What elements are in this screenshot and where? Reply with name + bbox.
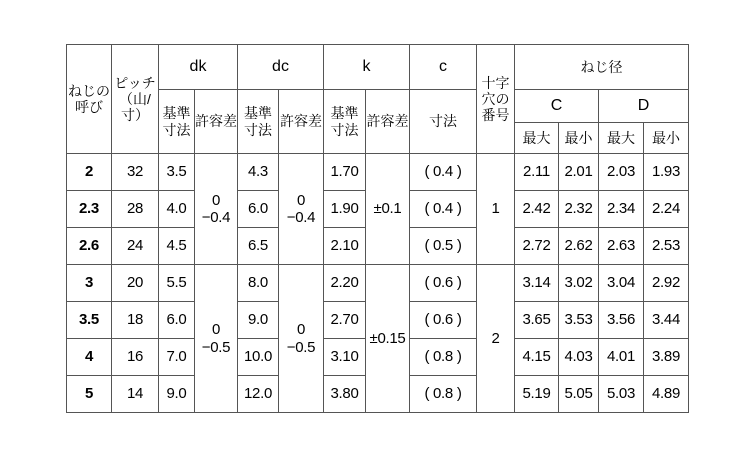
cell-dk-tolerance-group-b	[195, 265, 238, 413]
header-dc: dc	[238, 45, 324, 90]
cell-k: 1.90	[324, 191, 366, 228]
cell-size: 4	[67, 339, 112, 376]
cell-dk: 4.0	[159, 191, 195, 228]
cell-d-max: 5.03	[599, 376, 644, 413]
tolerance-lower: −0.5	[201, 338, 231, 356]
cell-k: 2.20	[324, 265, 366, 302]
cell-size: 5	[67, 376, 112, 413]
cell-k: 3.10	[324, 339, 366, 376]
cell-c-max: 3.14	[515, 265, 559, 302]
cell-dk: 9.0	[159, 376, 195, 413]
cell-d-min: 2.92	[644, 265, 689, 302]
cell-size: 2.6	[67, 228, 112, 265]
cell-dc-tolerance-group-b	[279, 265, 324, 413]
cell-dc: 6.0	[238, 191, 279, 228]
cell-pitch: 20	[112, 265, 159, 302]
cell-c: ( 0.6 )	[410, 265, 477, 302]
cell-recess-group-b: 2	[477, 265, 515, 413]
header-dk-basic: 基準寸法	[159, 90, 195, 154]
tolerance-upper: 0	[296, 321, 306, 339]
tolerance-lower: −0.5	[286, 338, 316, 356]
header-dc-tolerance: 許容差	[279, 90, 324, 154]
cell-k: 3.80	[324, 376, 366, 413]
cell-pitch: 16	[112, 339, 159, 376]
header-d-min: 最小	[644, 123, 689, 154]
cell-c-min: 4.03	[559, 339, 599, 376]
cell-dc: 6.5	[238, 228, 279, 265]
cell-d-max: 2.63	[599, 228, 644, 265]
cell-d-max: 3.56	[599, 302, 644, 339]
cell-k: 2.10	[324, 228, 366, 265]
cell-d-max: 2.34	[599, 191, 644, 228]
cell-pitch: 32	[112, 154, 159, 191]
cell-c: ( 0.6 )	[410, 302, 477, 339]
cell-c-max: 2.42	[515, 191, 559, 228]
cell-c-max: 2.11	[515, 154, 559, 191]
cell-c-min: 2.01	[559, 154, 599, 191]
cell-d-min: 2.53	[644, 228, 689, 265]
screw-spec-table	[66, 44, 689, 413]
header-dk: dk	[159, 45, 238, 90]
cell-c-max: 5.19	[515, 376, 559, 413]
cell-d-min: 1.93	[644, 154, 689, 191]
header-dk-tolerance: 許容差	[195, 90, 238, 154]
cell-c: ( 0.8 )	[410, 376, 477, 413]
cell-c-max: 4.15	[515, 339, 559, 376]
cell-pitch: 24	[112, 228, 159, 265]
cell-k: 2.70	[324, 302, 366, 339]
header-C: C	[515, 90, 599, 123]
cell-c-max: 3.65	[515, 302, 559, 339]
header-pitch: ピッチ（山/寸）	[112, 45, 159, 154]
cell-c-min: 2.32	[559, 191, 599, 228]
cell-dk: 5.5	[159, 265, 195, 302]
header-c-max: 最大	[515, 123, 559, 154]
cell-k-tolerance-group-a: ±0.1	[366, 154, 410, 265]
cell-size: 3.5	[67, 302, 112, 339]
cell-c-min: 3.53	[559, 302, 599, 339]
cell-pitch: 28	[112, 191, 159, 228]
header-c: c	[410, 45, 477, 90]
cell-c-min: 3.02	[559, 265, 599, 302]
cell-k: 1.70	[324, 154, 366, 191]
cell-dk: 6.0	[159, 302, 195, 339]
cell-c-max: 2.72	[515, 228, 559, 265]
cell-d-min: 3.44	[644, 302, 689, 339]
header-row-2	[67, 90, 689, 123]
header-thread-dia: ねじ径	[515, 45, 689, 90]
cell-d-min: 4.89	[644, 376, 689, 413]
cell-pitch: 18	[112, 302, 159, 339]
tolerance-upper: 0	[296, 191, 306, 209]
cell-size: 3	[67, 265, 112, 302]
cell-dc-tolerance-group-a	[279, 154, 324, 265]
header-k: k	[324, 45, 410, 90]
cell-dc: 12.0	[238, 376, 279, 413]
cell-dc: 8.0	[238, 265, 279, 302]
header-cross-recess: 十字穴の番号	[477, 45, 515, 154]
cell-d-min: 3.89	[644, 339, 689, 376]
header-D: D	[599, 90, 689, 123]
cell-dc: 10.0	[238, 339, 279, 376]
table-row	[67, 265, 689, 302]
header-row-1	[67, 45, 689, 90]
cell-dk-tolerance-group-a	[195, 154, 238, 265]
cell-d-max: 3.04	[599, 265, 644, 302]
header-nominal: ねじの呼び	[67, 45, 112, 154]
tolerance-lower: −0.4	[286, 209, 316, 226]
header-k-basic: 基準寸法	[324, 90, 366, 154]
cell-c-min: 5.05	[559, 376, 599, 413]
cell-dc: 9.0	[238, 302, 279, 339]
cell-d-max: 4.01	[599, 339, 644, 376]
tolerance-upper: 0	[211, 321, 221, 339]
cell-c: ( 0.5 )	[410, 228, 477, 265]
cell-dc: 4.3	[238, 154, 279, 191]
cell-recess-group-a: 1	[477, 154, 515, 265]
cell-k-tolerance-group-b: ±0.15	[366, 265, 410, 413]
header-k-tolerance: 許容差	[366, 90, 410, 154]
cell-c-min: 2.62	[559, 228, 599, 265]
tolerance-upper: 0	[211, 191, 221, 209]
header-d-max: 最大	[599, 123, 644, 154]
cell-c: ( 0.4 )	[410, 154, 477, 191]
header-c-min: 最小	[559, 123, 599, 154]
cell-pitch: 14	[112, 376, 159, 413]
cell-dk: 4.5	[159, 228, 195, 265]
cell-size: 2	[67, 154, 112, 191]
cell-c: ( 0.4 )	[410, 191, 477, 228]
header-c-dimension: 寸法	[410, 90, 477, 154]
cell-dk: 3.5	[159, 154, 195, 191]
header-dc-basic: 基準寸法	[238, 90, 279, 154]
cell-d-min: 2.24	[644, 191, 689, 228]
table-row	[67, 154, 689, 191]
cell-dk: 7.0	[159, 339, 195, 376]
cell-d-max: 2.03	[599, 154, 644, 191]
cell-size: 2.3	[67, 191, 112, 228]
tolerance-lower: −0.4	[201, 209, 231, 226]
cell-c: ( 0.8 )	[410, 339, 477, 376]
